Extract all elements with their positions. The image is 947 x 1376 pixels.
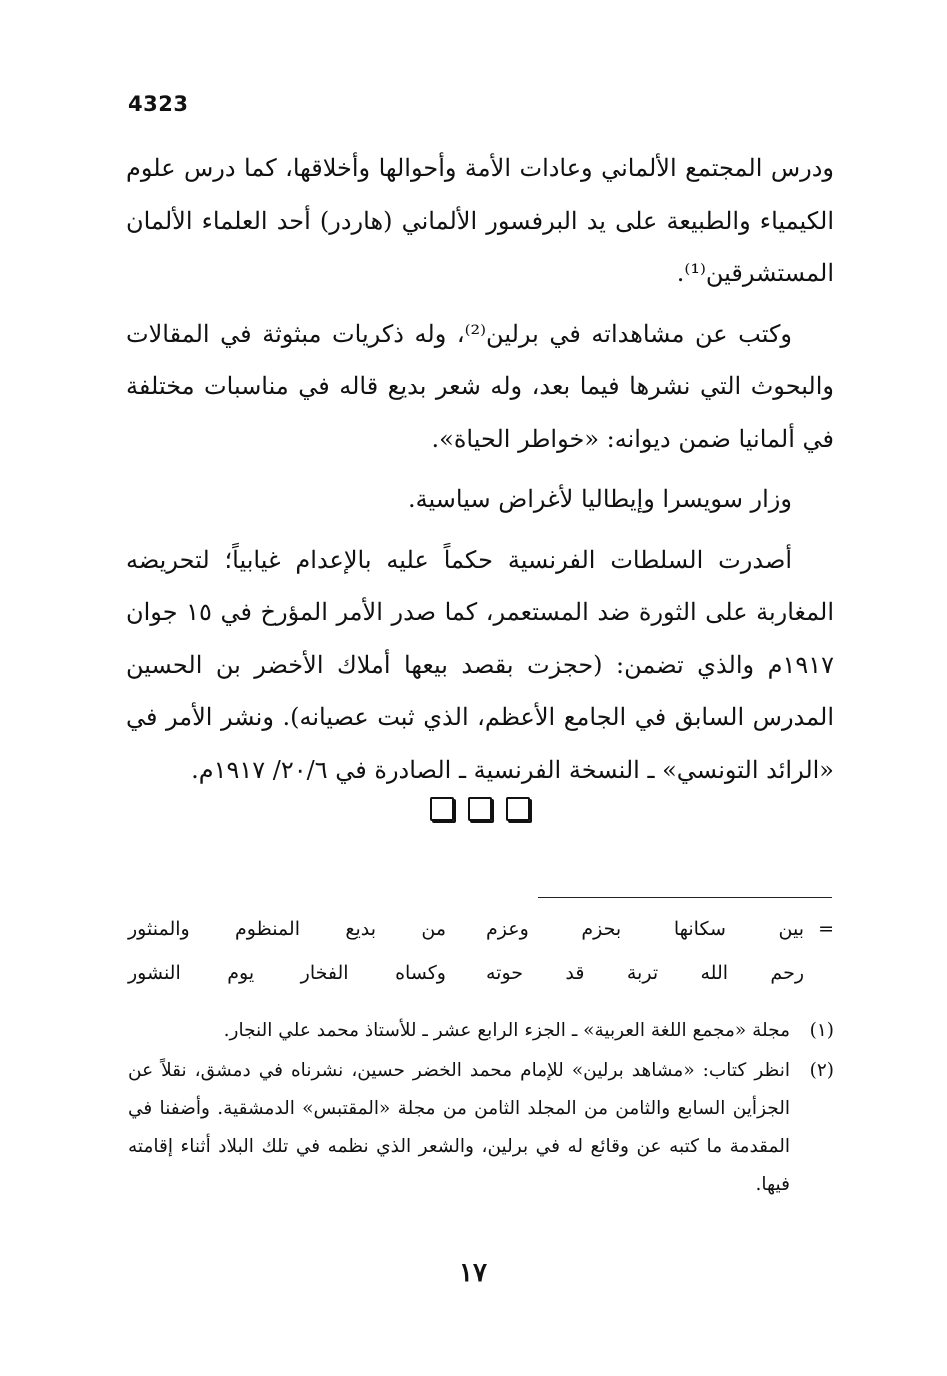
footnote-number: (١) [809, 1020, 834, 1041]
paragraph-4: أصدرت السلطات الفرنسية حكماً عليه بالإعدام غيابياً؛ لتحريضه المغاربة على الثورة ضد المستعمر، كما صدر الأمر المؤرخ في ١٥ جوان ١٩١٧م والذي تضمن: (حجزت بقصد بيعها أملاك الأخضر بن الحسين المدرس السابق في الجامع الأعظم، الذي ثبت عصيانه). ونشر الأمر في «الرائد التونسي» ـ النسخة الفرنسية ـ الصادرة في ٢٠/٦/ ١٩١٧م. [126, 545, 834, 784]
footnote-text: مجلة «مجمع اللغة العربية» ـ الجزء الرابع عشر ـ للأستاذ محمد علي النجار. [223, 1020, 790, 1041]
footnote-2 [128, 1052, 834, 1204]
paragraph-1: ودرس المجتمع الألماني وعادات الأمة وأحوالها وأخلاقها، كما درس علوم الكيمياء والطبيعة على يد البرفسور الألماني (هاردر) أحد العلماء الألمان المستشرقين⁽¹⁾. [126, 154, 834, 287]
section-divider-ornament [430, 795, 530, 823]
continuation-marker: = [818, 918, 834, 940]
verse-first-hemistich: رحم الله تربة قد حوته [486, 962, 804, 984]
footnote-text: انظر كتاب: «مشاهد برلين» للإمام محمد الخضر حسين، نشرناه في دمشق، نقلاً عن الجزأين السابع والثامن من المجلد الثامن من مجلة «المقتبس» الدمشقية. وأضفنا في المقدمة ما كتبه عن وقائع له في برلين، والشعر الذي نظمه في تلك البلاد أثناء إقامته فيها. [128, 1060, 790, 1195]
footnotes [128, 1012, 834, 1206]
paragraph-3: وزار سويسرا وإيطاليا لأغراض سياسية. [408, 485, 792, 513]
footnote-number: (٢) [809, 1060, 834, 1081]
verse-first-hemistich: بين سكانها بحزم وعزم [486, 918, 804, 940]
paragraph-2: وكتب عن مشاهداته في برلين⁽²⁾، وله ذكريات مبثوثة في المقالات والبحوث التي نشرها فيما بعد، وله شعر بديع قاله في مناسبات مختلفة في ألمانيا ضمن ديوانه: «خواطر الحياة». [126, 319, 835, 453]
square-ornament-icon [468, 797, 492, 821]
verse-line [128, 962, 834, 1006]
square-ornament-icon [430, 797, 454, 821]
verse-line [128, 918, 834, 962]
page-id: 4323 [128, 92, 189, 116]
body-text [126, 142, 834, 804]
verse-second-hemistich: من بديع المنظوم والمنثور [128, 918, 446, 940]
verse-second-hemistich: وكساه الفخار يوم النشور [128, 962, 446, 984]
footnote-verses [128, 918, 834, 1006]
footnote-1 [128, 1012, 834, 1050]
square-ornament-icon [506, 797, 530, 821]
page-number: ١٧ [459, 1258, 487, 1288]
footnote-separator [538, 897, 832, 898]
